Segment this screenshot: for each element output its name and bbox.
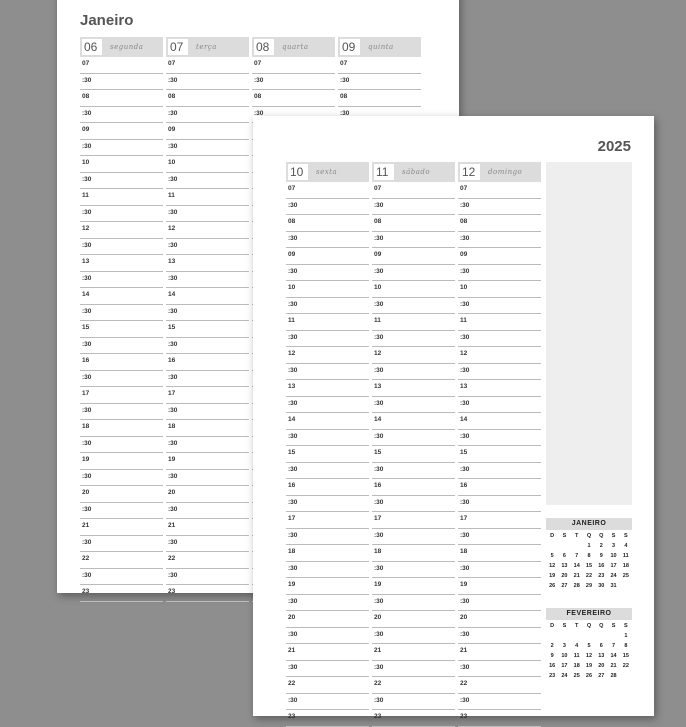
calendar-day: 31 bbox=[610, 583, 617, 589]
time-slot[interactable]: 09 bbox=[166, 123, 249, 140]
time-slot[interactable]: 18 bbox=[80, 420, 163, 437]
day-header bbox=[252, 37, 335, 57]
calendar-day: 27 bbox=[598, 673, 605, 679]
time-slot[interactable]: 22 bbox=[458, 677, 541, 694]
time-slot[interactable]: 08 bbox=[458, 215, 541, 232]
day-name: quarta bbox=[282, 43, 309, 51]
calendar-day: 10 bbox=[610, 553, 617, 559]
mini-calendar-month: FEVEREIRO bbox=[546, 608, 632, 620]
time-slot[interactable]: :30 bbox=[166, 536, 249, 553]
time-slot[interactable]: 07 bbox=[458, 182, 541, 199]
day-header bbox=[286, 162, 369, 182]
day-columns bbox=[286, 162, 541, 727]
time-slot[interactable]: :30 bbox=[286, 331, 369, 348]
calendar-day: 1 bbox=[587, 543, 591, 549]
time-slot[interactable]: :30 bbox=[80, 437, 163, 454]
calendar-day: 3 bbox=[612, 543, 616, 549]
time-slot[interactable]: :30 bbox=[166, 338, 249, 355]
time-slot[interactable]: :30 bbox=[286, 628, 369, 645]
calendar-day: 22 bbox=[585, 573, 593, 579]
calendar-day: 8 bbox=[624, 643, 628, 649]
time-slot[interactable]: :30 bbox=[458, 694, 541, 711]
calendar-day: 14 bbox=[610, 653, 617, 659]
weekday-label: Q bbox=[586, 533, 592, 539]
time-slot[interactable]: :30 bbox=[286, 199, 369, 216]
day-number: 08 bbox=[254, 39, 274, 55]
day-number: 09 bbox=[340, 39, 360, 55]
time-slot[interactable]: 22 bbox=[286, 677, 369, 694]
time-slot[interactable]: :30 bbox=[80, 206, 163, 223]
time-slot[interactable]: 15 bbox=[166, 321, 249, 338]
time-slot[interactable]: 12 bbox=[286, 347, 369, 364]
time-slot[interactable]: :30 bbox=[372, 496, 455, 513]
calendar-day: 4 bbox=[624, 543, 628, 549]
calendar-day bbox=[583, 633, 595, 639]
time-slot[interactable]: :30 bbox=[372, 265, 455, 282]
time-slot[interactable]: 21 bbox=[458, 644, 541, 661]
calendar-day: 8 bbox=[587, 553, 591, 559]
time-slot[interactable]: 09 bbox=[458, 248, 541, 265]
calendar-day: 20 bbox=[598, 663, 605, 669]
time-slot[interactable]: 17 bbox=[286, 512, 369, 529]
time-slot[interactable]: 08 bbox=[286, 215, 369, 232]
time-slot[interactable]: 15 bbox=[286, 446, 369, 463]
day-name: quinta bbox=[368, 43, 394, 51]
calendar-day: 6 bbox=[599, 643, 603, 649]
time-slot[interactable]: 10 bbox=[166, 156, 249, 173]
time-slot[interactable]: :30 bbox=[372, 628, 455, 645]
time-slot[interactable]: 09 bbox=[80, 123, 163, 140]
year-title: 2025 bbox=[597, 138, 631, 155]
calendar-day: 23 bbox=[598, 573, 605, 579]
time-slot[interactable]: 11 bbox=[286, 314, 369, 331]
weekday-label: S bbox=[562, 533, 567, 539]
time-slot[interactable]: 15 bbox=[372, 446, 455, 463]
time-slot[interactable]: 19 bbox=[286, 578, 369, 595]
calendar-day: 9 bbox=[550, 653, 554, 659]
calendar-day: 6 bbox=[562, 553, 566, 559]
calendar-day: 17 bbox=[561, 663, 568, 669]
calendar-day: 17 bbox=[610, 563, 617, 569]
time-slot[interactable]: 13 bbox=[372, 380, 455, 397]
calendar-day: 28 bbox=[573, 583, 580, 589]
time-slot[interactable]: :30 bbox=[286, 430, 369, 447]
day-name: domingo bbox=[488, 168, 523, 176]
time-slot[interactable]: 12 bbox=[80, 222, 163, 239]
time-slot[interactable]: :30 bbox=[166, 239, 249, 256]
time-slot[interactable]: 12 bbox=[166, 222, 249, 239]
calendar-day bbox=[558, 543, 570, 549]
time-slot[interactable]: 09 bbox=[286, 248, 369, 265]
time-slot[interactable]: :30 bbox=[338, 74, 421, 91]
day-header bbox=[80, 37, 163, 57]
time-slot[interactable]: :30 bbox=[286, 265, 369, 282]
time-slot[interactable]: :30 bbox=[166, 206, 249, 223]
time-slot[interactable]: :30 bbox=[80, 239, 163, 256]
time-slot[interactable]: 11 bbox=[80, 189, 163, 206]
time-slot[interactable]: 13 bbox=[80, 255, 163, 272]
time-slot[interactable]: 15 bbox=[458, 446, 541, 463]
time-slot[interactable]: :30 bbox=[458, 199, 541, 216]
time-slot[interactable]: :30 bbox=[372, 199, 455, 216]
calendar-day bbox=[595, 633, 607, 639]
time-slot[interactable]: 10 bbox=[286, 281, 369, 298]
time-slot[interactable]: :30 bbox=[252, 74, 335, 91]
notes-box[interactable] bbox=[546, 162, 632, 505]
weekday-label: Q bbox=[599, 623, 604, 629]
mini-calendar-grid bbox=[546, 623, 632, 679]
time-slot[interactable]: 08 bbox=[338, 90, 421, 107]
time-slot[interactable]: :30 bbox=[458, 661, 541, 678]
calendar-day: 21 bbox=[610, 663, 617, 669]
day-name: sábado bbox=[402, 168, 431, 176]
time-slot[interactable]: 21 bbox=[166, 519, 249, 536]
time-slot[interactable]: 14 bbox=[458, 413, 541, 430]
month-title: Janeiro bbox=[80, 12, 134, 29]
weekday-label: Q bbox=[599, 533, 604, 539]
time-slot[interactable]: 08 bbox=[80, 90, 163, 107]
time-slot[interactable]: :30 bbox=[338, 107, 421, 124]
time-slot[interactable]: :30 bbox=[286, 232, 369, 249]
calendar-day bbox=[571, 543, 583, 549]
time-slot[interactable]: :30 bbox=[166, 140, 249, 157]
time-slot[interactable]: 17 bbox=[372, 512, 455, 529]
time-slot[interactable]: 20 bbox=[286, 611, 369, 628]
time-slot[interactable]: 23 bbox=[372, 710, 455, 727]
time-slot[interactable]: 10 bbox=[372, 281, 455, 298]
weekday-label: S bbox=[611, 623, 616, 629]
calendar-day: 26 bbox=[549, 583, 556, 589]
time-slot[interactable]: :30 bbox=[286, 661, 369, 678]
time-slot[interactable]: 07 bbox=[372, 182, 455, 199]
day-header bbox=[338, 37, 421, 57]
time-slot[interactable]: 10 bbox=[80, 156, 163, 173]
calendar-day: 24 bbox=[561, 673, 568, 679]
time-slot[interactable]: :30 bbox=[286, 496, 369, 513]
time-slot[interactable]: 22 bbox=[372, 677, 455, 694]
calendar-day bbox=[607, 633, 619, 639]
time-slot[interactable]: 22 bbox=[80, 552, 163, 569]
time-slot[interactable]: :30 bbox=[166, 371, 249, 388]
time-slot[interactable]: :30 bbox=[372, 529, 455, 546]
time-slot[interactable]: 19 bbox=[166, 453, 249, 470]
weekday-label: D bbox=[550, 533, 555, 539]
calendar-day: 13 bbox=[561, 563, 568, 569]
time-slot[interactable]: :30 bbox=[286, 463, 369, 480]
day-name: terça bbox=[196, 43, 217, 51]
time-slot[interactable]: 21 bbox=[372, 644, 455, 661]
time-slot[interactable]: 07 bbox=[338, 57, 421, 74]
time-slot[interactable]: :30 bbox=[372, 298, 455, 315]
calendar-day bbox=[558, 633, 570, 639]
time-slot[interactable]: :30 bbox=[372, 430, 455, 447]
time-slot[interactable]: :30 bbox=[286, 397, 369, 414]
time-slot[interactable]: :30 bbox=[80, 272, 163, 289]
time-slot[interactable]: :30 bbox=[166, 74, 249, 91]
calendar-day bbox=[620, 673, 632, 679]
calendar-day bbox=[620, 583, 632, 589]
calendar-day: 16 bbox=[549, 663, 556, 669]
time-slot[interactable]: 12 bbox=[372, 347, 455, 364]
calendar-day: 22 bbox=[622, 663, 629, 669]
time-slot[interactable]: 16 bbox=[166, 354, 249, 371]
time-slot[interactable]: 23 bbox=[286, 710, 369, 727]
time-slot[interactable]: :30 bbox=[166, 437, 249, 454]
calendar-day bbox=[571, 633, 583, 639]
calendar-day: 19 bbox=[585, 663, 593, 669]
day-number: 12 bbox=[460, 164, 480, 180]
time-slot[interactable]: :30 bbox=[166, 470, 249, 487]
calendar-day: 15 bbox=[585, 563, 593, 569]
time-slot[interactable]: :30 bbox=[80, 74, 163, 91]
time-slot[interactable]: :30 bbox=[286, 562, 369, 579]
time-slot[interactable]: 11 bbox=[372, 314, 455, 331]
time-slot[interactable]: :30 bbox=[458, 430, 541, 447]
time-slot[interactable]: :30 bbox=[286, 298, 369, 315]
time-slot[interactable]: 07 bbox=[286, 182, 369, 199]
day-column bbox=[80, 37, 163, 602]
day-column bbox=[372, 162, 455, 727]
time-slot[interactable]: 08 bbox=[252, 90, 335, 107]
calendar-day: 15 bbox=[622, 653, 629, 659]
time-slot[interactable]: 08 bbox=[166, 90, 249, 107]
time-slot[interactable]: 19 bbox=[458, 578, 541, 595]
time-slot[interactable]: :30 bbox=[80, 107, 163, 124]
weekday-label: S bbox=[562, 623, 567, 629]
time-slot[interactable]: 07 bbox=[252, 57, 335, 74]
time-slot[interactable]: :30 bbox=[80, 173, 163, 190]
calendar-day: 18 bbox=[573, 663, 580, 669]
time-slot[interactable]: :30 bbox=[80, 305, 163, 322]
time-slot[interactable]: 16 bbox=[458, 479, 541, 496]
time-slot[interactable]: 13 bbox=[286, 380, 369, 397]
day-column bbox=[286, 162, 369, 727]
time-slot[interactable]: :30 bbox=[166, 305, 249, 322]
time-slot[interactable]: :30 bbox=[458, 331, 541, 348]
calendar-day: 9 bbox=[599, 553, 603, 559]
time-slot[interactable]: 14 bbox=[372, 413, 455, 430]
weekday-label: T bbox=[575, 623, 579, 629]
calendar-day bbox=[546, 633, 558, 639]
time-slot[interactable]: :30 bbox=[80, 503, 163, 520]
time-slot[interactable]: 08 bbox=[372, 215, 455, 232]
time-slot[interactable]: 23 bbox=[166, 585, 249, 602]
time-slot[interactable]: :30 bbox=[372, 562, 455, 579]
weekday-label: S bbox=[624, 533, 628, 539]
calendar-day: 2 bbox=[599, 543, 603, 549]
weekday-label: S bbox=[624, 623, 628, 629]
time-slot[interactable]: 14 bbox=[166, 288, 249, 305]
time-slot[interactable]: :30 bbox=[372, 661, 455, 678]
time-slot[interactable]: :30 bbox=[166, 569, 249, 586]
calendar-day: 13 bbox=[598, 653, 605, 659]
time-slot[interactable]: 19 bbox=[80, 453, 163, 470]
time-slot[interactable]: 17 bbox=[458, 512, 541, 529]
time-slot[interactable]: :30 bbox=[166, 404, 249, 421]
time-slot[interactable]: :30 bbox=[458, 232, 541, 249]
time-slot[interactable]: :30 bbox=[372, 595, 455, 612]
time-slot[interactable]: 16 bbox=[286, 479, 369, 496]
time-slot[interactable]: 07 bbox=[166, 57, 249, 74]
time-slot[interactable]: 20 bbox=[80, 486, 163, 503]
time-slot[interactable]: :30 bbox=[458, 265, 541, 282]
time-slot[interactable]: :30 bbox=[80, 470, 163, 487]
calendar-day: 12 bbox=[549, 563, 556, 569]
time-slot[interactable]: 20 bbox=[166, 486, 249, 503]
time-slot[interactable]: 23 bbox=[458, 710, 541, 727]
calendar-day: 20 bbox=[561, 573, 568, 579]
calendar-day: 18 bbox=[622, 563, 629, 569]
planner-page-right bbox=[253, 116, 654, 720]
time-slot[interactable]: :30 bbox=[286, 529, 369, 546]
time-slot[interactable]: :30 bbox=[372, 397, 455, 414]
time-slot[interactable]: :30 bbox=[372, 331, 455, 348]
time-slot[interactable]: 13 bbox=[458, 380, 541, 397]
time-slot[interactable]: 18 bbox=[166, 420, 249, 437]
time-slot[interactable]: :30 bbox=[286, 595, 369, 612]
time-slot[interactable]: :30 bbox=[372, 232, 455, 249]
day-number: 07 bbox=[168, 39, 188, 55]
time-slot[interactable]: 22 bbox=[166, 552, 249, 569]
calendar-day: 25 bbox=[573, 673, 580, 679]
time-slot[interactable]: 20 bbox=[458, 611, 541, 628]
time-slot[interactable]: :30 bbox=[80, 536, 163, 553]
weekday-label: T bbox=[575, 533, 579, 539]
day-column bbox=[458, 162, 541, 727]
mini-calendar-month: JANEIRO bbox=[546, 518, 632, 530]
calendar-day: 11 bbox=[622, 553, 629, 559]
time-slot[interactable]: :30 bbox=[458, 298, 541, 315]
time-slot[interactable]: 21 bbox=[80, 519, 163, 536]
time-slot[interactable]: :30 bbox=[80, 338, 163, 355]
calendar-day: 7 bbox=[612, 643, 616, 649]
day-header bbox=[372, 162, 455, 182]
time-slot[interactable]: :30 bbox=[80, 569, 163, 586]
time-slot[interactable]: 18 bbox=[286, 545, 369, 562]
calendar-day: 12 bbox=[585, 653, 593, 659]
weekday-label: Q bbox=[586, 623, 592, 629]
day-name: sexta bbox=[316, 168, 338, 176]
time-slot[interactable]: :30 bbox=[166, 503, 249, 520]
calendar-day: 27 bbox=[561, 583, 568, 589]
time-slot[interactable]: 14 bbox=[286, 413, 369, 430]
time-slot[interactable]: 18 bbox=[372, 545, 455, 562]
time-slot[interactable]: 18 bbox=[458, 545, 541, 562]
time-slot[interactable]: :30 bbox=[458, 496, 541, 513]
mini-calendar-january bbox=[546, 518, 632, 589]
time-slot[interactable]: 10 bbox=[458, 281, 541, 298]
calendar-day: 29 bbox=[585, 583, 593, 589]
calendar-day: 19 bbox=[549, 573, 556, 579]
day-name: segunda bbox=[110, 43, 144, 51]
time-slot[interactable]: :30 bbox=[286, 364, 369, 381]
calendar-day: 21 bbox=[573, 573, 580, 579]
calendar-day: 10 bbox=[561, 653, 568, 659]
day-header bbox=[166, 37, 249, 57]
time-slot[interactable]: 19 bbox=[372, 578, 455, 595]
time-slot[interactable]: 13 bbox=[166, 255, 249, 272]
time-slot[interactable]: 12 bbox=[458, 347, 541, 364]
time-slot[interactable]: 20 bbox=[372, 611, 455, 628]
time-slot[interactable]: 16 bbox=[372, 479, 455, 496]
calendar-day bbox=[546, 543, 558, 549]
calendar-day: 1 bbox=[624, 633, 628, 639]
time-slot[interactable]: :30 bbox=[372, 463, 455, 480]
mini-calendar-february bbox=[546, 608, 632, 679]
time-slot[interactable]: :30 bbox=[458, 628, 541, 645]
calendar-day: 16 bbox=[598, 563, 605, 569]
time-slot[interactable]: :30 bbox=[372, 694, 455, 711]
day-number: 10 bbox=[288, 164, 308, 180]
time-slot[interactable]: :30 bbox=[458, 397, 541, 414]
calendar-day: 4 bbox=[575, 643, 579, 649]
calendar-day: 14 bbox=[573, 563, 580, 569]
time-slot[interactable]: :30 bbox=[80, 140, 163, 157]
calendar-day: 11 bbox=[573, 653, 580, 659]
day-number: 11 bbox=[374, 164, 394, 180]
calendar-day: 30 bbox=[598, 583, 605, 589]
day-column bbox=[166, 37, 249, 602]
weekday-label: S bbox=[611, 533, 616, 539]
time-slot[interactable]: 23 bbox=[80, 585, 163, 602]
calendar-day: 2 bbox=[550, 643, 554, 649]
time-slot[interactable]: :30 bbox=[80, 371, 163, 388]
time-slot[interactable]: :30 bbox=[458, 529, 541, 546]
day-number: 06 bbox=[82, 39, 102, 55]
time-slot[interactable]: :30 bbox=[458, 595, 541, 612]
calendar-day: 5 bbox=[550, 553, 554, 559]
time-slot[interactable]: 14 bbox=[80, 288, 163, 305]
calendar-day: 26 bbox=[585, 673, 593, 679]
calendar-day: 5 bbox=[587, 643, 591, 649]
time-slot[interactable]: 09 bbox=[372, 248, 455, 265]
time-slot[interactable]: :30 bbox=[166, 107, 249, 124]
time-slot[interactable]: 17 bbox=[166, 387, 249, 404]
calendar-day: 3 bbox=[562, 643, 566, 649]
calendar-day: 7 bbox=[575, 553, 579, 559]
time-slot[interactable]: :30 bbox=[458, 364, 541, 381]
calendar-day: 28 bbox=[610, 673, 617, 679]
time-slot[interactable]: :30 bbox=[80, 404, 163, 421]
time-slot[interactable]: 16 bbox=[80, 354, 163, 371]
mini-calendar-grid bbox=[546, 533, 632, 589]
time-slot[interactable]: 15 bbox=[80, 321, 163, 338]
time-slot[interactable]: 21 bbox=[286, 644, 369, 661]
time-slot[interactable]: :30 bbox=[372, 364, 455, 381]
time-slot[interactable]: 07 bbox=[80, 57, 163, 74]
weekday-label: D bbox=[550, 623, 555, 629]
time-slot[interactable]: :30 bbox=[252, 107, 335, 124]
calendar-day: 25 bbox=[622, 573, 629, 579]
time-slot[interactable]: 17 bbox=[80, 387, 163, 404]
day-header bbox=[458, 162, 541, 182]
time-slot[interactable]: :30 bbox=[286, 694, 369, 711]
time-slot[interactable]: :30 bbox=[166, 272, 249, 289]
time-slot[interactable]: :30 bbox=[458, 562, 541, 579]
calendar-day: 23 bbox=[549, 673, 556, 679]
time-slot[interactable]: 11 bbox=[166, 189, 249, 206]
time-slot[interactable]: :30 bbox=[166, 173, 249, 190]
time-slot[interactable]: 11 bbox=[458, 314, 541, 331]
calendar-day: 24 bbox=[610, 573, 617, 579]
time-slot[interactable]: :30 bbox=[458, 463, 541, 480]
